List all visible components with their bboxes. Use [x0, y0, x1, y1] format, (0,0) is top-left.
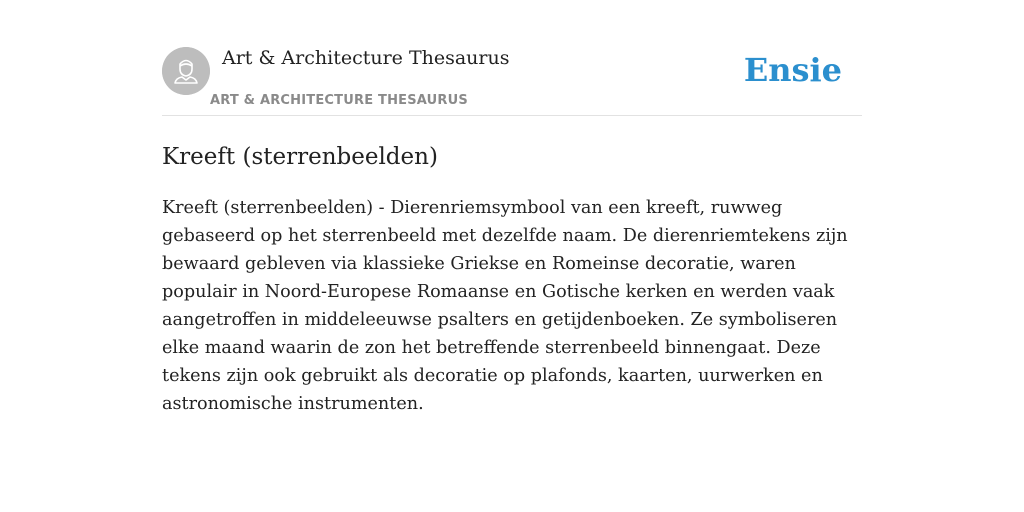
author-name[interactable]: Art & Architecture Thesaurus [222, 47, 510, 69]
user-avatar-icon [162, 47, 210, 95]
article-header [162, 44, 862, 116]
author-subtitle[interactable]: ART & ARCHITECTURE THESAURUS [210, 93, 468, 108]
article-body: Kreeft (sterrenbeelden) - Dierenriemsymbool van een kreeft, ruwweg gebaseerd op het sterrenbeeld met dezelfde naam. De dierenriemtekens zijn bewaard gebleven via klassieke Griekse en Romeinse decoratie, waren populair in Noord-Europese Romaanse en Gotische kerken en werden vaak aangetroffen in middeleeuwse psalters en getijdenboeken. Ze symboliseren elke maand waarin de zon het betreffende sterrenbeeld binnengaat. Deze tekens zijn ook gebruikt als decoratie op plafonds, kaarten, uurwerken en astronomische instrumenten. [162, 198, 848, 414]
article-card [162, 44, 862, 418]
author-avatar[interactable] [162, 47, 210, 95]
page-title: Kreeft (sterrenbeelden) [162, 144, 438, 170]
ensie-logo[interactable]: Ensie [743, 51, 842, 89]
